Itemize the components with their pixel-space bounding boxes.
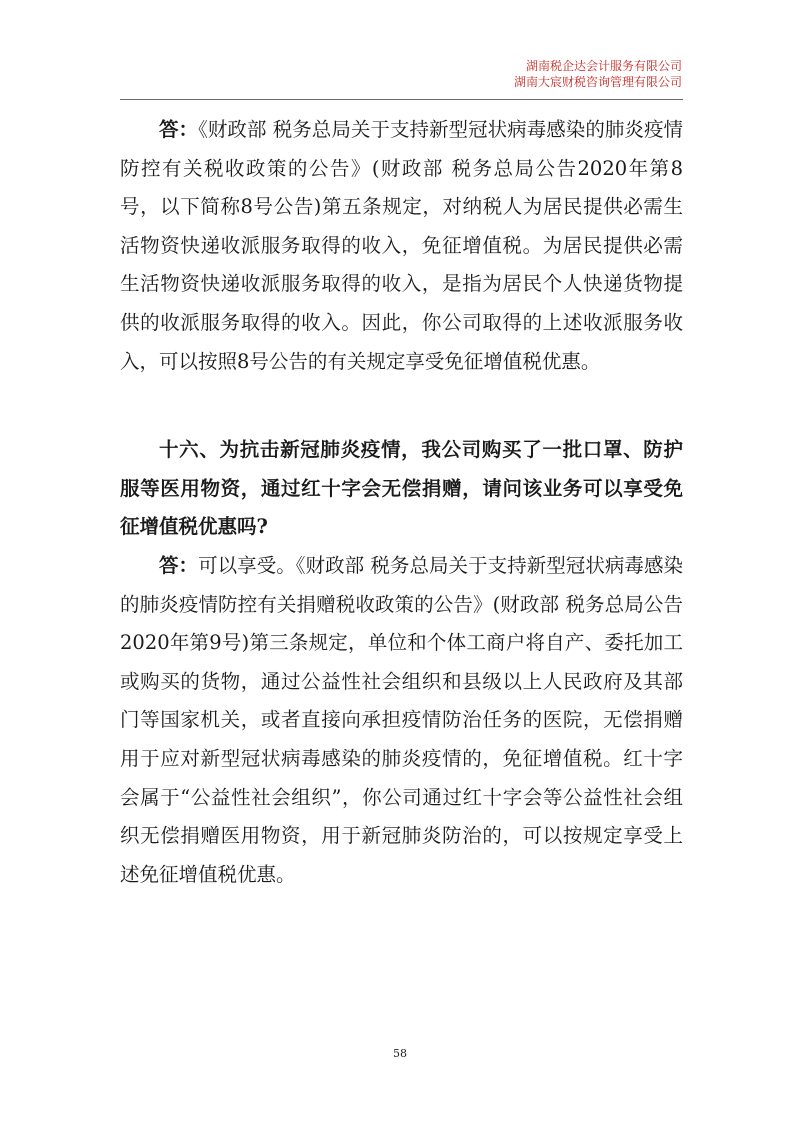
page-header xyxy=(514,58,682,90)
answer-16-text: 可以享受。《财政部 税务总局关于支持新型冠状病毒感染的肺炎疫情防控有关捐赠税收政策的公告》(财政部 税务总局公告2020年第9号)第三条规定，单位和个体工商户将自产、委托加工或购买的货物，通过公益性社会组织和县级以上人民政府及其部门等国家机关，或者直接向承担疫情防治任务的医院，无偿捐赠用于应对新型冠状病毒感染的肺炎疫情的，免征增值税。红十字会属于“公益性社会组织”，你公司通过红十字会等公益性社会组织无偿捐赠医用物资，用于新冠肺炎防治的，可以按规定享受上述免征增值税优惠。 xyxy=(120,553,683,886)
question-16-text: 十六、为抗击新冠肺炎疫情，我公司购买了一批口罩、防护服等医用物资，通过红十字会无偿捐赠，请问该业务可以享受免征增值税优惠吗? xyxy=(120,438,683,539)
answer-label: 答： xyxy=(159,118,199,141)
document-body xyxy=(120,111,683,894)
header-divider xyxy=(120,99,683,100)
answer-15 xyxy=(120,111,683,381)
header-company-1: 湖南税企达会计服务有限公司 xyxy=(525,59,682,73)
header-company-2: 湖南大宸财税咨询管理有限公司 xyxy=(513,75,682,89)
answer-label: 答： xyxy=(159,553,199,577)
section-gap xyxy=(120,381,683,431)
question-16 xyxy=(120,431,683,547)
page-number: 58 xyxy=(393,1047,407,1060)
answer-15-text: 《财政部 税务总局关于支持新型冠状病毒感染的肺炎疫情防控有关税收政策的公告》(财政部 税务总局公告2020年第8号，以下简称8号公告)第五条规定，对纳税人为居民提供必需生活物资快递收派服务取得的收入，免征增值税。为居民提供必需生活物资快递收派服务取得的收入，是指为居民个人快递货物提供的收派服务取得的收入。因此，你公司取得的上述收派服务收入，可以按照8号公告的有关规定享受免征增值税优惠。 xyxy=(120,118,683,373)
answer-16-paragraph xyxy=(120,547,683,894)
answer-16 xyxy=(120,547,683,894)
answer-15-paragraph xyxy=(120,111,683,381)
